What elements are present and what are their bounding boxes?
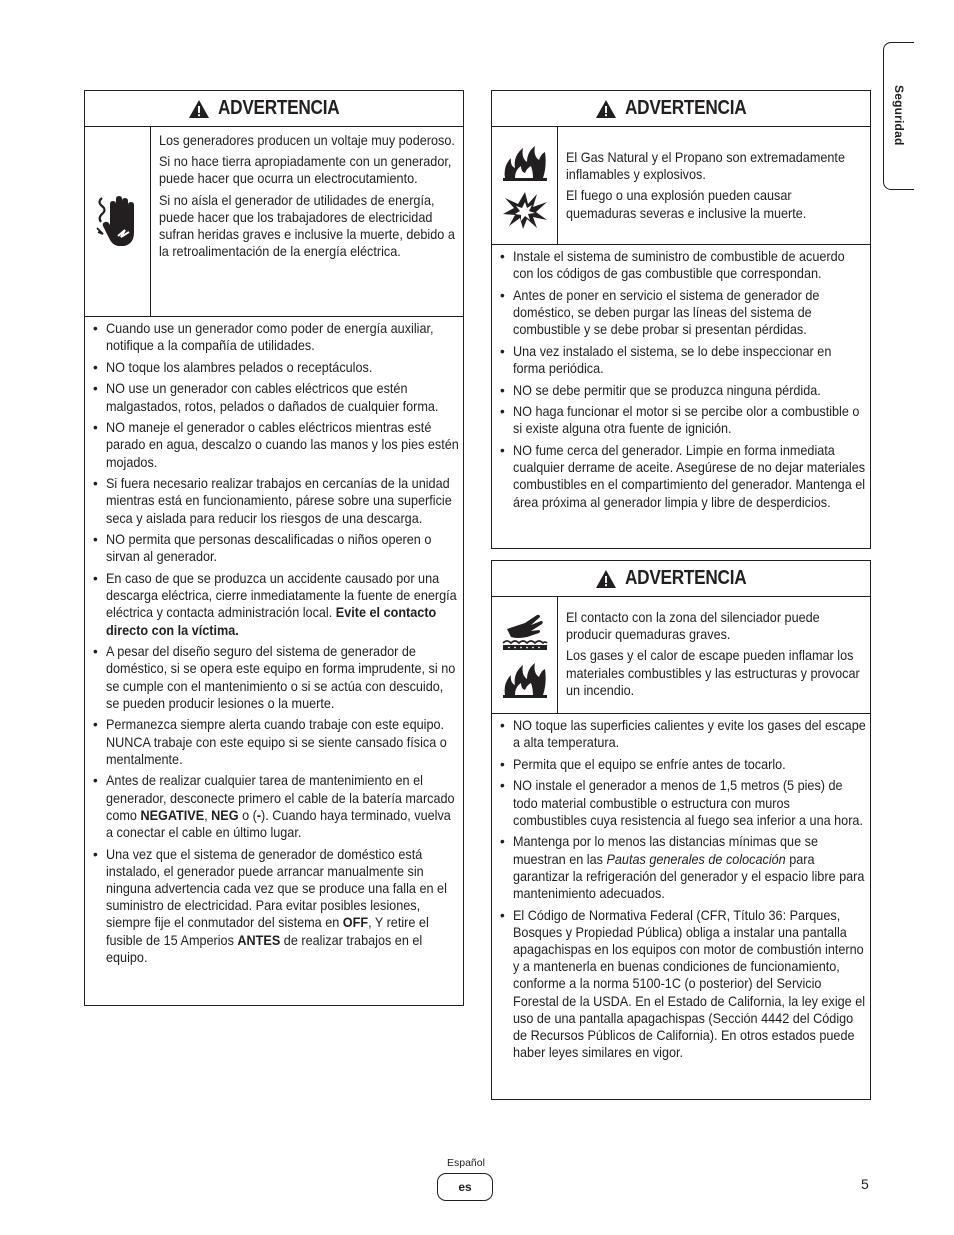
explosion-icon <box>501 190 549 230</box>
hazard-statement: Los generadores producen un voltaje muy poderoso. <box>159 133 455 148</box>
list-item: • NO fume cerca del generador. Limpie en forma inmediata cualquier derrame de aceite. Asegúrese de no dejar materiales combustibles en el compartimiento del generador. Mantenga el área próxima al generador limpia y libre de desperdicios. <box>500 442 866 511</box>
warning-header <box>492 561 870 597</box>
hazard-text <box>558 127 870 244</box>
warning-box-fuel <box>491 90 871 549</box>
warning-box-hot-surface <box>491 560 871 1100</box>
section-tab-label: Seguridad <box>892 85 906 146</box>
warning-header <box>492 91 870 127</box>
list-item: • Mantenga por lo menos las distancias mínimas que se muestran en las Pautas generales de colocación para garantizar la refrigeración del generador y el espacio libre para mantenimiento adecuados. <box>500 833 866 902</box>
warning-triangle-icon <box>595 99 617 119</box>
safety-instructions-list <box>492 245 870 521</box>
hazard-statement: El contacto con la zona del silenciador puede producir quemaduras graves. <box>566 610 820 643</box>
footer-language: Español <box>447 1157 485 1169</box>
list-item: • NO se debe permitir que se produzca ninguna pérdida. <box>500 382 866 399</box>
warning-title: ADVERTENCIA <box>625 97 747 119</box>
list-item: • Cuando use un generador como poder de energía auxiliar, notifique a la compañía de utilidades. <box>93 320 459 354</box>
hazard-text <box>151 127 463 316</box>
list-item: • NO toque las superficies calientes y evite los gases del escape a alta temperatura. <box>500 717 866 751</box>
hazard-icon-cell <box>492 127 558 244</box>
hazard-icon-cell <box>492 597 558 713</box>
safety-instructions-list <box>85 317 463 976</box>
list-item: • Permita que el equipo se enfríe antes de tocarlo. <box>500 756 866 773</box>
hazard-statement: Si no aísla el generador de utilidades de energía, puede hacer que los trabajadores de electricidad sufran heridas graves e inclusive la muerte, debido a la retroalimentación de la energía eléctrica. <box>159 192 455 260</box>
list-item: • NO haga funcionar el motor si se percibe olor a combustible o si existe alguna otra fuente de ignición. <box>500 403 866 437</box>
hazard-statement: El fuego o una explosión pueden causar quemaduras severas e inclusive la muerte. <box>566 188 807 221</box>
fire-icon <box>501 659 549 699</box>
fire-icon <box>501 142 549 182</box>
list-item: • Antes de realizar cualquier tarea de mantenimiento en el generador, desconecte primero el cable de la batería marcado como NEGATIVE, NEG o (-). Cuando haya terminado, vuelva a conectar el cable en último lugar. <box>93 772 459 841</box>
language-code-badge: es <box>437 1173 493 1201</box>
list-item: • A pesar del diseño seguro del sistema de generador de doméstico, si se opera este equipo en forma imprudente, si no se cumple con el mantenimiento o si se actúa con descuido, se pueden producir lesiones o la muerte. <box>93 643 459 712</box>
list-item: • Una vez que el sistema de generador de doméstico está instalado, el generador puede arrancar manualmente sin ninguna advertencia cada vez que se produce una falla en el suministro de electricidad. Para evitar posibles lesiones, siempre fije el conmutador del sistema en OFF, Y retire el fusible de 15 Amperios ANTES de realizar trabajos en el equipo. <box>93 846 459 966</box>
list-item: • NO maneje el generador o cables eléctricos mientras esté parado en agua, descalzo o cuando las manos y los pies estén mojados. <box>93 419 459 471</box>
hazard-section <box>85 127 463 317</box>
hazard-statement: El Gas Natural y el Propano son extremadamente inflamables y explosivos. <box>566 150 845 183</box>
warning-triangle-icon <box>188 99 210 119</box>
warning-triangle-icon <box>595 569 617 589</box>
list-item: • En caso de que se produzca un accidente causado por una descarga eléctrica, cierre inmediatamente la fuente de energía eléctrica y contacta administración local. Evite el contacto directo con la víctima. <box>93 570 459 639</box>
electric-shock-hand-icon <box>94 192 142 252</box>
list-item: • NO instale el generador a menos de 1,5 metros (5 pies) de todo material combustible o estructura con muros combustibles cuya resistencia al fuego sea inferior a una hora. <box>500 777 866 829</box>
hazard-text <box>558 597 870 713</box>
list-item: • Si fuera necesario realizar trabajos en cercanías de la unidad mientras está en funcionamiento, párese sobre una superficie seca y aislada para reducir los riesgos de una descarga. <box>93 475 459 527</box>
hazard-section <box>492 597 870 714</box>
list-item: • NO toque los alambres pelados o receptáculos. <box>93 359 459 376</box>
warning-title: ADVERTENCIA <box>625 567 747 589</box>
warning-box-electrical <box>84 90 464 1006</box>
warning-title: ADVERTENCIA <box>218 97 340 119</box>
list-item: • Una vez instalado el sistema, se lo debe inspeccionar en forma periódica. <box>500 343 866 377</box>
list-item: • Permanezca siempre alerta cuando trabaje con este equipo. NUNCA trabaje con este equipo si se siente cansado física o mentalmente. <box>93 716 459 768</box>
page-number: 5 <box>861 1176 869 1192</box>
hazard-icon-cell <box>85 127 151 316</box>
list-item: • El Código de Normativa Federal (CFR, Título 36: Parques, Bosques y Propiedad Pública) obliga a instalar una pantalla apagachispas en los equipos con motor de combustión interno y a mantenerla en buenas condiciones de funcionamiento, conforme a la norma 5100-1C (o posterior) del Servicio Forestal de la USDA. En el Estado de California, la ley exige el uso de una pantalla apagachispas (Sección 4442 del Código de Recursos Públicos de California). En otros estados puede haber leyes similares en vigor. <box>500 907 866 1062</box>
list-item: • Instale el sistema de suministro de combustible de acuerdo con los códigos de gas combustible que correspondan. <box>500 248 866 282</box>
hazard-section <box>492 127 870 245</box>
hazard-statement: Los gases y el calor de escape pueden inflamar los materiales combustibles y las estructuras y provocar un incendio. <box>566 648 860 698</box>
safety-instructions-list <box>492 714 870 1072</box>
hazard-statement: Si no hace tierra apropiadamente con un generador, puede hacer que ocurra un electrocutamiento. <box>159 154 452 187</box>
list-item: • NO permita que personas descalificadas o niños operen o sirvan al generador. <box>93 531 459 565</box>
hot-surface-icon <box>501 611 549 651</box>
list-item: • NO use un generador con cables eléctricos que estén malgastados, rotos, pelados o dañados de cualquier forma. <box>93 380 459 414</box>
warning-header <box>85 91 463 127</box>
section-tab <box>883 42 914 190</box>
list-item: • Antes de poner en servicio el sistema de generador de doméstico, se deben purgar las líneas del sistema de combustible y se debe probar si presentan pérdidas. <box>500 287 866 339</box>
